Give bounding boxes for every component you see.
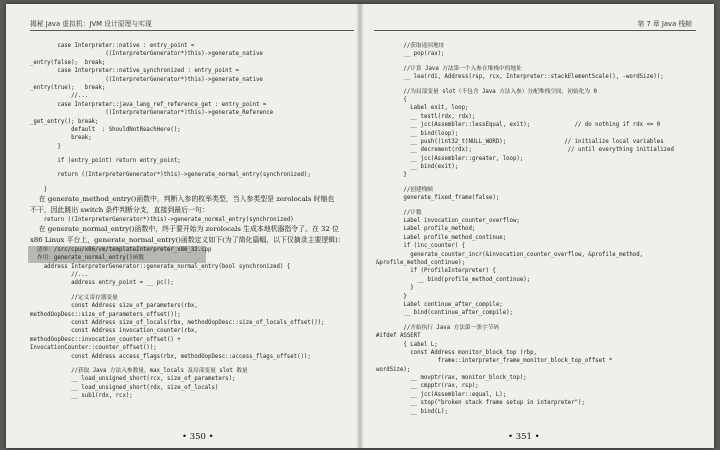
running-head-right: 第 7 章 Java 栈帧 (637, 20, 692, 28)
code-line: __ bind(loop); (376, 130, 459, 137)
code-line: __ load_unsigned_short(rdx, size_of_locals) (30, 384, 219, 391)
code-line: if (inc_counter) { (376, 243, 466, 250)
body-text-line: x86 Linux 平台上，generate_normal_entry()函数定义如下(为了简化篇幅，以下仅摘录主要逻辑)： (30, 236, 345, 245)
code-line: default : ShouldNotReachHere(); (30, 126, 181, 133)
code-line: __ cmpptr(rax, rsp); (376, 383, 479, 390)
code-line: //开始执行 Java 方法第一条字节码 (376, 324, 500, 331)
left-page (6, 4, 360, 448)
code-line: __ movptr(rax, monitor_block_top); (376, 375, 527, 382)
code-line: } (376, 285, 414, 292)
body-text-line: 不干，因此跳出 switch 条件判断分支，直接到最后一句： (30, 206, 209, 215)
listing-caption: 清单：/src/cpu/x86/vm/templateInterpreter_x86_32.cpp (30, 246, 212, 253)
code-line: __ sub1(rdx, rcx); (30, 393, 133, 400)
code-line: ((InterpreterGenerator*)this)->generate_native (30, 51, 263, 58)
code-line: address InterpreterGenerator::generate_normal_entry(bool synchronized) { (30, 263, 291, 270)
code-line: __ jcc(Assembler::greater, loop); (376, 155, 524, 162)
code-line: } (30, 186, 48, 193)
code-line: address entry_point = __ pc(); (30, 280, 174, 287)
code-line: case Interpreter::native : entry_point = (30, 43, 195, 49)
code-line: Label invocation_counter_overflow; (376, 218, 520, 225)
code-line: if (entry_point) return entry_point; (30, 158, 181, 165)
code-line: __ jcc(Assembler::lessEqual, exit); // do nothing if rdx <= 0 (376, 122, 661, 129)
code-line: //计算 Java 方法第一个入参在堆栈中的地址 (376, 65, 522, 72)
code-line: return ((InterpreterGenerator*)this)->generate_normal_entry(synchronized) (30, 216, 294, 223)
code-line: //计数 (376, 209, 422, 216)
code-line: __ testl(rdx, rdx); (376, 113, 476, 120)
code-line: _entry(true); break; (30, 84, 106, 91)
header-rule (30, 30, 354, 31)
code-line: __ bind(profile_method_continue); (376, 276, 531, 283)
code-line: __ load_unsigned_short(rcx, size_of_parameters); (30, 376, 236, 383)
body-text-line: 在 generate_normal_entry()函数中，终于要开始为 zerolocals 生成本地机器指令了。在 32 位 (30, 225, 339, 234)
code-line: methodOopDesc::invocation_counter_offset() + (30, 336, 181, 343)
code-line: if (ProfileInterpreter) { (376, 268, 496, 275)
page-number-left: • 350 • (182, 432, 214, 442)
code-line: #ifdef ASSERT (376, 333, 421, 340)
code-line: Label exit, loop; (376, 105, 469, 112)
code-line: } (30, 143, 61, 150)
code-line: //创建栈帧 (376, 186, 433, 193)
code-line: __ pop(rax); (376, 51, 445, 58)
code-line: //为局部变量 slot（不包含 Java 方法入参）分配堆栈空间，初始化为 0 (376, 88, 597, 95)
code-line: __ bind(L); (376, 408, 448, 415)
code-line: __ stop("broken stack frame setup in interpreter"); (376, 400, 585, 407)
code-line: _get_entry(); break; (30, 118, 99, 125)
code-line: const Address invocation_counter(rbx, (30, 328, 198, 335)
code-line: __ bind(continue_after_compile); (376, 310, 513, 317)
code-line: const Address access_flags(rbx, methodOopDesc::access_flags_offset()); (30, 353, 311, 360)
code-line: { Label L; (376, 341, 438, 348)
code-line: //获取 Java 方法入参数量，max_locals 及局部变量 slot 数量 (30, 367, 248, 374)
book-gutter (356, 4, 364, 448)
code-line: _entry(false); break; (30, 59, 106, 66)
right-page (360, 4, 714, 448)
book-spread (6, 4, 714, 448)
code-line: __ lea(rdi, Address(rsp, rcx, Interpreter::stackElementScale(), -wordSize)); (376, 74, 664, 81)
body-text-line: 在 generate_method_entry()函数中，判断入参的枚举类型，当入参类型是 zerolocals 时缩也 (30, 195, 335, 204)
code-line: const Address monitor_block_top (rbp, (376, 349, 537, 356)
code-line: frame::interpreter_frame_monitor_block_top_offset * (376, 358, 613, 365)
code-line: wordSize); (376, 366, 411, 373)
header-rule (374, 30, 696, 31)
code-line: ((InterpreterGenerator*)this)->generate_native (30, 76, 263, 83)
code-line: generate_fixed_frame(false); (376, 195, 500, 202)
code-line: &profile_method_continue); (376, 259, 466, 266)
code-line: } (376, 172, 407, 179)
code-line: break; (30, 135, 92, 142)
code-line: //定义寄存器变量 (30, 294, 118, 301)
code-line: generate_counter_incr(&invocation_counter_overflow, &profile_method, (376, 251, 644, 258)
code-line: { (376, 96, 407, 103)
page-number-right: • 351 • (508, 432, 540, 442)
code-line: __ decrement(rdx); // until everything initialized (376, 147, 674, 154)
code-line: __ jcc(Assembler::equal, L); (376, 391, 507, 398)
code-line: InvocationCounter::counter_offset()); (30, 345, 157, 352)
code-line: ((InterpreterGenerator*)this)->generate_Reference (30, 110, 274, 117)
running-head-left: 揭秘 Java 虚拟机：JVM 设计原理与实现 (30, 20, 152, 28)
listing-caption: 作用：generate_normal_entry()函数 (28, 254, 206, 262)
code-line: return ((InterpreterGenerator*)this)->generate_normal_entry(synchronized); (30, 172, 311, 179)
code-line: Label continue_after_compile; (376, 301, 503, 308)
code-line: //获取返回地址 (376, 43, 445, 49)
page-body (376, 42, 700, 416)
code-line: //... (30, 272, 89, 278)
code-line: Label profile_method_continue; (376, 234, 507, 241)
code-line: case Interpreter::native_synchronized : entry_point = (30, 68, 239, 75)
page-body (30, 42, 356, 400)
code-line: __ push((int32_t)NULL_WORD); // initialize local variables (376, 138, 664, 145)
code-line: //... (30, 93, 89, 100)
code-line: case Interpreter::java_lang_ref_reference_get : entry_point = (30, 101, 267, 108)
code-line: methodOopDesc::size_of_parameters_offset()); (30, 311, 181, 318)
code-line: } (376, 293, 407, 300)
code-line: const Address size_of_parameters(rbx, (30, 303, 198, 310)
code-line: __ bind(exit); (376, 164, 459, 171)
code-line: const Address size_of_locals(rbx, methodOopDesc::size_of_locals_offset()); (30, 319, 325, 326)
code-line: Label profile_method; (376, 226, 476, 233)
